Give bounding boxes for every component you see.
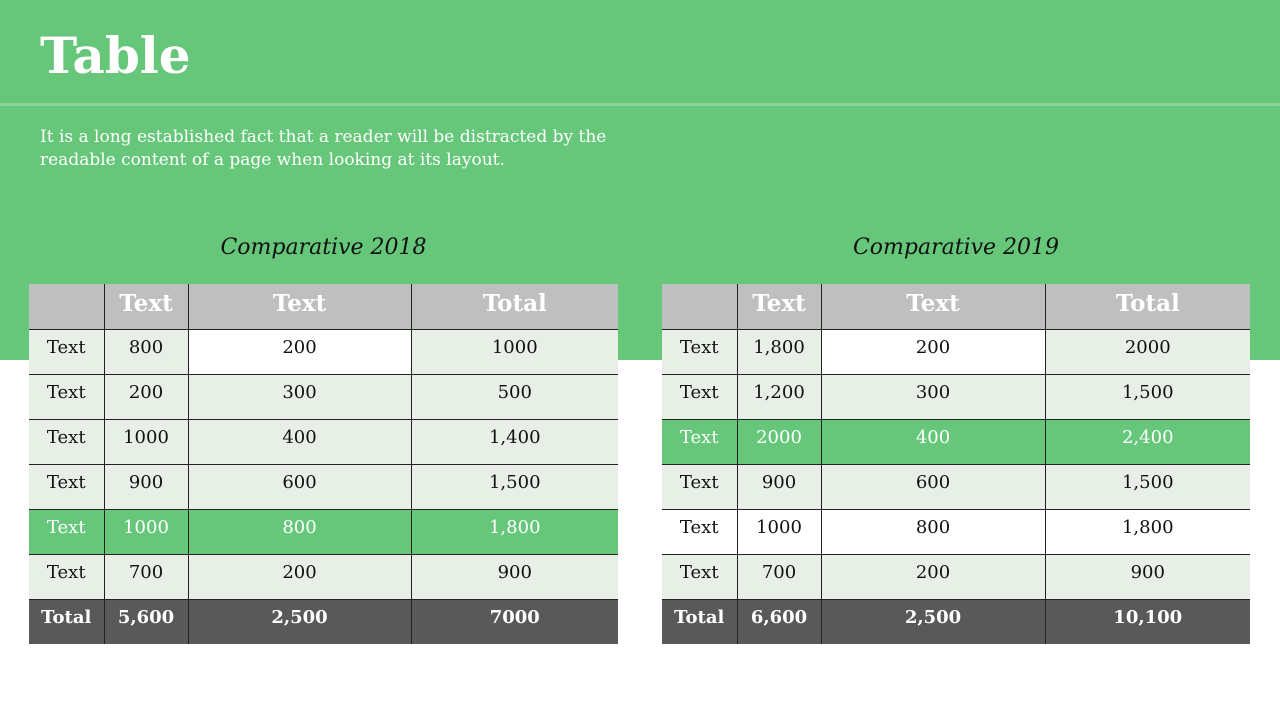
total-cell: 5,600 [104,599,188,644]
table-cell: 200 [188,554,411,599]
table-header-row [29,284,618,329]
table-cell: Text [662,509,737,554]
table-cell: 1000 [104,509,188,554]
slide-subtitle: It is a long established fact that a reader will be distracted by the readable content of a page when looking at its layout. [40,127,607,170]
table-cell: 400 [188,419,411,464]
highlighted-row [662,419,1250,464]
total-cell: 6,600 [737,599,821,644]
table-cell: 1,400 [411,419,618,464]
header-cell: Text [188,284,411,329]
table-cell: 900 [104,464,188,509]
table-cell: 300 [821,374,1045,419]
table-cell: 900 [737,464,821,509]
table-cell: Text [662,464,737,509]
table-cell: 1,800 [1045,509,1250,554]
table-row [662,509,1250,554]
comparative-2019-table [662,284,1250,644]
table-cell: Text [29,329,104,374]
total-cell: 2,500 [188,599,411,644]
header-cell [662,284,737,329]
table-cell: 1,800 [737,329,821,374]
table-cell: 700 [737,554,821,599]
table-cell: 700 [104,554,188,599]
highlighted-row [29,509,618,554]
header-cell: Text [737,284,821,329]
table-cell: 2,400 [1045,419,1250,464]
title-divider [0,103,1280,106]
table-cell: 200 [821,329,1045,374]
header-cell: Text [104,284,188,329]
table-row [662,554,1250,599]
table-cell: 1000 [737,509,821,554]
table-cell: Text [29,374,104,419]
table-cell: 1000 [411,329,618,374]
total-cell: 10,100 [1045,599,1250,644]
table-cell: 1,500 [1045,464,1250,509]
table-cell: Text [662,554,737,599]
table-cell: 600 [821,464,1045,509]
table-cell: 800 [104,329,188,374]
table-cell: 900 [1045,554,1250,599]
table-cell: 2000 [737,419,821,464]
table-header-row [662,284,1250,329]
table-cell: 1,800 [411,509,618,554]
table-cell: 1,500 [1045,374,1250,419]
table-caption-2019: Comparative 2019 [852,235,1060,260]
total-cell: Total [29,599,104,644]
table-cell: 1,500 [411,464,618,509]
table-cell: 600 [188,464,411,509]
table-row [662,464,1250,509]
total-row [29,599,618,644]
table-cell: 500 [411,374,618,419]
table-cell: Text [29,509,104,554]
comparative-2018-table [29,284,618,644]
table-row [29,554,618,599]
table-row [29,374,618,419]
total-cell: 7000 [411,599,618,644]
table-cell: Text [662,329,737,374]
table-row [662,329,1250,374]
total-cell: 2,500 [821,599,1045,644]
table-cell: 800 [188,509,411,554]
table-cell: 200 [104,374,188,419]
table-cell: Text [29,464,104,509]
table-row [29,419,618,464]
table-cell: 400 [821,419,1045,464]
table-row [29,464,618,509]
table-cell: 200 [188,329,411,374]
table-cell: 1000 [104,419,188,464]
table-cell: Text [662,419,737,464]
table-caption-2018: Comparative 2018 [220,235,427,260]
table-cell: 800 [821,509,1045,554]
table-cell: Text [29,554,104,599]
table-cell: 300 [188,374,411,419]
table-cell: Text [29,419,104,464]
table-row [29,329,618,374]
total-row [662,599,1250,644]
table-cell: 1,200 [737,374,821,419]
total-cell: Total [662,599,737,644]
header-cell: Total [1045,284,1250,329]
header-cell: Total [411,284,618,329]
header-cell [29,284,104,329]
slide-title: Table [40,26,191,85]
table-cell: 200 [821,554,1045,599]
table-row [662,374,1250,419]
table-cell: 2000 [1045,329,1250,374]
table-cell: Text [662,374,737,419]
table-cell: 900 [411,554,618,599]
header-cell: Text [821,284,1045,329]
